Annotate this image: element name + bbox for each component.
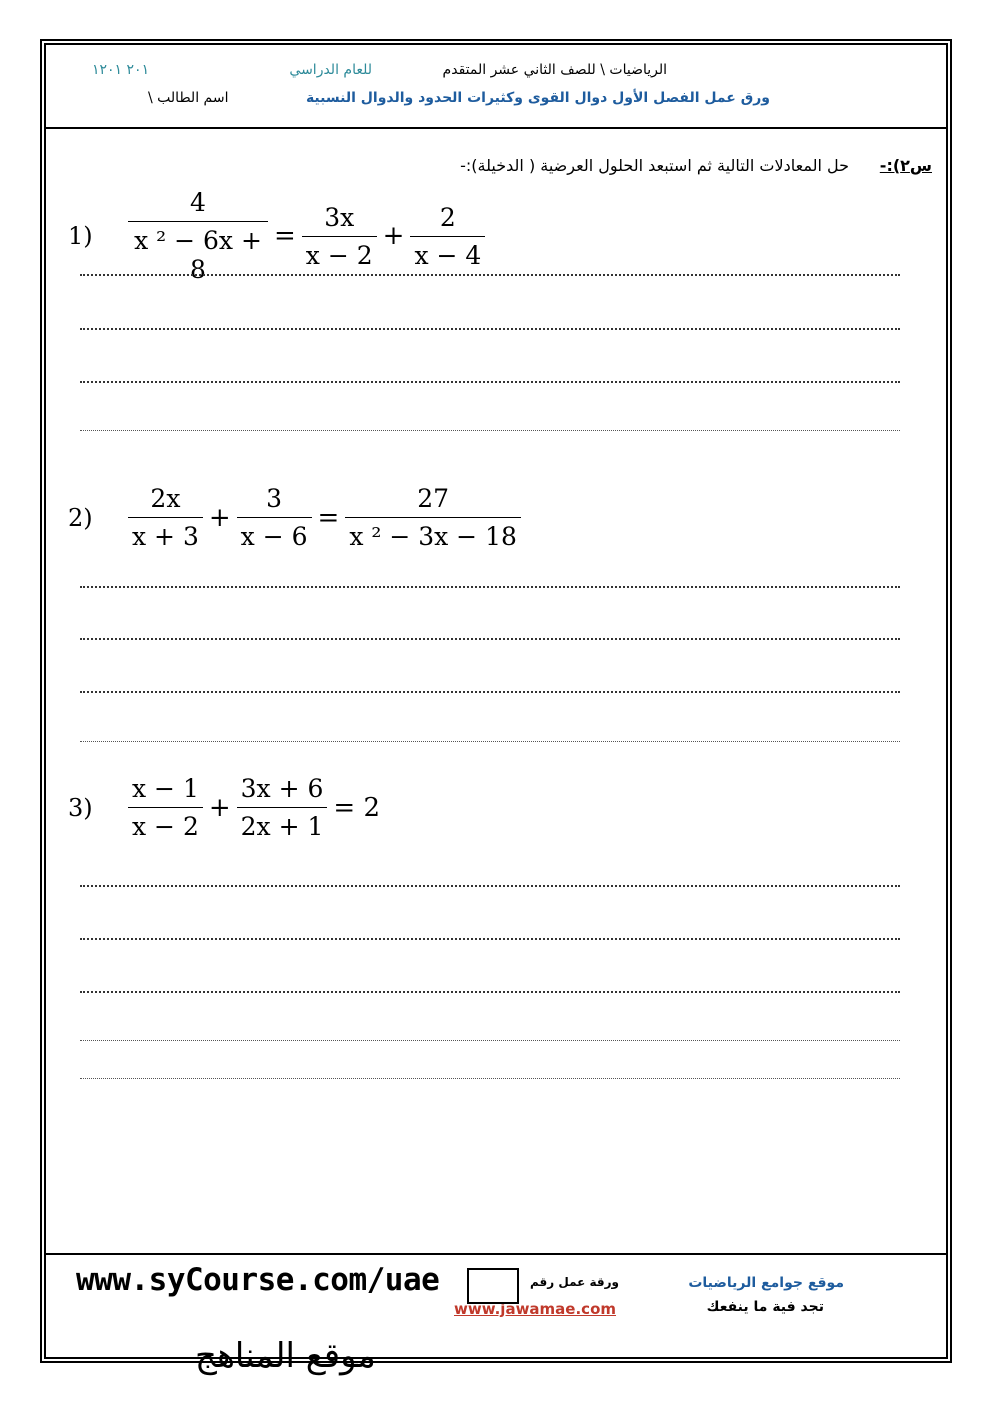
answer-line <box>80 885 900 887</box>
header-year-label: للعام الدراسي <box>289 62 372 78</box>
plus-sign: + <box>208 792 231 823</box>
equation-number: 3) <box>68 793 93 822</box>
numerator: 3x <box>324 202 355 232</box>
header-title: ورق عمل الفصل الأول دوال القوى وكثيرات الحدود والدوال النسبية <box>305 90 770 106</box>
worksheet-number-box <box>467 1268 519 1304</box>
numerator: 27 <box>417 484 449 513</box>
answer-line <box>80 1040 900 1041</box>
answer-line <box>80 938 900 940</box>
denominator: x ² − 6x + 8 <box>128 221 268 284</box>
numerator: 2x <box>150 484 181 513</box>
numerator: 2 <box>439 202 456 232</box>
answer-line <box>80 586 900 588</box>
equals-sign: = <box>274 221 296 251</box>
numerator: 3x + 6 <box>240 774 324 803</box>
plus-sign: + <box>382 221 405 251</box>
answer-line <box>80 1078 900 1079</box>
equation-3 <box>68 774 384 841</box>
footer-divider <box>44 1253 948 1255</box>
footer-url-link[interactable]: www.jawamae.com <box>454 1300 617 1318</box>
equation-number: 2) <box>68 503 93 532</box>
plus-sign: + <box>208 502 231 533</box>
footer-tagline: تجد فية ما ينفعك <box>706 1299 824 1315</box>
header-subject: الرياضيات \ للصف الثاني عشر المتقدم <box>442 62 667 78</box>
fraction <box>128 188 268 284</box>
numerator: 3 <box>266 484 283 513</box>
equals-sign: = <box>317 502 340 533</box>
answer-line <box>80 741 900 742</box>
fraction <box>128 774 203 841</box>
fraction <box>237 484 312 551</box>
fraction <box>345 484 521 551</box>
header-divider <box>44 127 948 129</box>
answer-line <box>80 991 900 993</box>
fraction <box>128 484 203 551</box>
fraction <box>410 203 485 270</box>
watermark-arabic: موقع المناهج <box>195 1336 376 1376</box>
answer-line <box>80 328 900 330</box>
denominator: x − 4 <box>410 236 485 270</box>
fraction <box>237 774 328 841</box>
answer-line <box>80 691 900 693</box>
denominator: x + 3 <box>128 517 203 551</box>
numerator: x − 1 <box>132 774 199 803</box>
equation-2 <box>68 484 523 551</box>
answer-line <box>80 430 900 431</box>
answer-line <box>80 381 900 383</box>
question-label: س٢):- <box>879 156 932 175</box>
numerator: 4 <box>190 188 206 217</box>
denominator: x − 2 <box>302 236 377 270</box>
footer-site-name: موقع جوامع الرياضيات <box>688 1275 844 1291</box>
header-student-name: اسم الطالب \ <box>148 90 229 106</box>
denominator: x − 2 <box>128 807 203 841</box>
denominator: 2x + 1 <box>237 807 328 841</box>
header-year-value: ٢٠١ ١٢٠١ <box>92 62 150 78</box>
answer-line <box>80 638 900 640</box>
equation-number: 1) <box>68 222 93 250</box>
answer-line <box>80 274 900 276</box>
watermark-url: www.syCourse.com/uae <box>76 1262 440 1298</box>
question-instruction: حل المعادلات التالية ثم استبعد الحلول العرضية ( الدخيلة):- <box>460 156 849 175</box>
denominator: x − 6 <box>237 517 312 551</box>
denominator: x ² − 3x − 18 <box>345 517 521 551</box>
footer-worksheet-label: ورقة عمل رقم <box>530 1275 619 1289</box>
fraction <box>302 203 377 270</box>
equation-1 <box>68 188 487 284</box>
equation-rhs: = 2 <box>333 792 381 823</box>
